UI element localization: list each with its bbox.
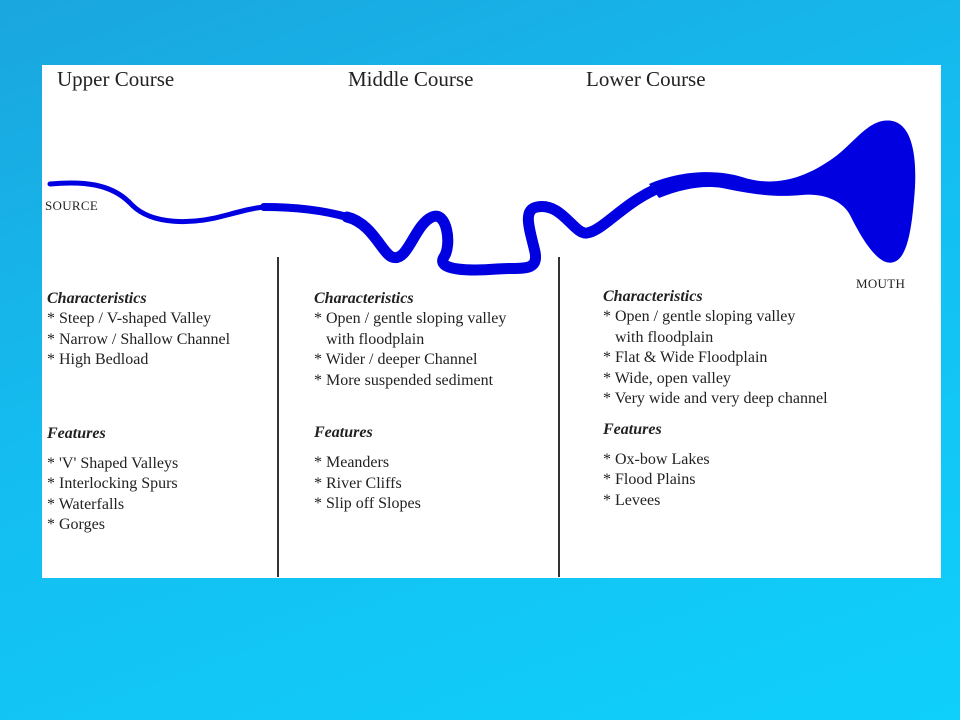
river-transition-channel	[264, 207, 347, 217]
upper-course-column	[47, 289, 230, 536]
column-divider-right	[558, 257, 560, 577]
middle-features-heading: Features	[314, 424, 373, 441]
list-item: * Open / gentle sloping valley	[603, 308, 796, 325]
list-item: * Open / gentle sloping valley	[314, 310, 507, 327]
mouth-label: MOUTH	[856, 276, 906, 291]
list-item: * Waterfalls	[47, 495, 125, 513]
lower-course-title: Lower Course	[586, 67, 706, 91]
lower-features-list	[603, 450, 828, 512]
lower-course-column	[603, 287, 828, 511]
list-item: * Slip off Slopes	[314, 495, 421, 512]
middle-characteristics-list	[314, 309, 506, 391]
middle-characteristics-heading: Characteristics	[314, 290, 414, 307]
list-item: * Narrow / Shallow Channel	[47, 330, 231, 348]
river-lower-estuary	[649, 120, 915, 262]
middle-course-column	[314, 289, 506, 515]
middle-course-title: Middle Course	[348, 67, 474, 91]
list-item: * High Bedload	[47, 351, 149, 368]
upper-features-list	[47, 454, 230, 536]
list-item: * Flood Plains	[603, 471, 696, 488]
list-item: * Meanders	[314, 454, 390, 471]
list-item: with floodplain	[314, 330, 425, 348]
list-item: * Flat & Wide Floodplain	[603, 349, 768, 366]
list-item: * Wide, open valley	[603, 369, 731, 387]
list-item: * Very wide and very deep channel	[603, 390, 828, 407]
upper-characteristics-list	[47, 309, 230, 371]
upper-characteristics-heading: Characteristics	[47, 290, 147, 307]
lower-characteristics-list	[603, 307, 828, 410]
middle-features-list	[314, 453, 506, 515]
list-item: * Interlocking Spurs	[47, 475, 178, 492]
lower-characteristics-heading: Characteristics	[603, 288, 703, 305]
list-item: with floodplain	[603, 328, 714, 346]
list-item: * Gorges	[47, 516, 105, 533]
list-item: * Levees	[603, 491, 661, 509]
lower-features-heading: Features	[603, 420, 662, 438]
list-item: * Steep / V-shaped Valley	[47, 310, 212, 327]
list-item: * Wider / deeper Channel	[314, 351, 478, 368]
list-item: * More suspended sediment	[314, 371, 494, 389]
upper-course-title: Upper Course	[57, 67, 175, 91]
list-item: * River Cliffs	[314, 474, 402, 492]
column-divider-left	[277, 257, 279, 577]
list-item: * Ox-bow Lakes	[603, 450, 710, 468]
list-item: * 'V' Shaped Valleys	[47, 454, 179, 472]
upper-features-heading: Features	[47, 424, 106, 442]
source-label: SOURCE	[45, 198, 99, 213]
river-meanders	[347, 190, 654, 270]
river-course-diagram	[42, 65, 941, 578]
river-illustration	[42, 65, 941, 295]
